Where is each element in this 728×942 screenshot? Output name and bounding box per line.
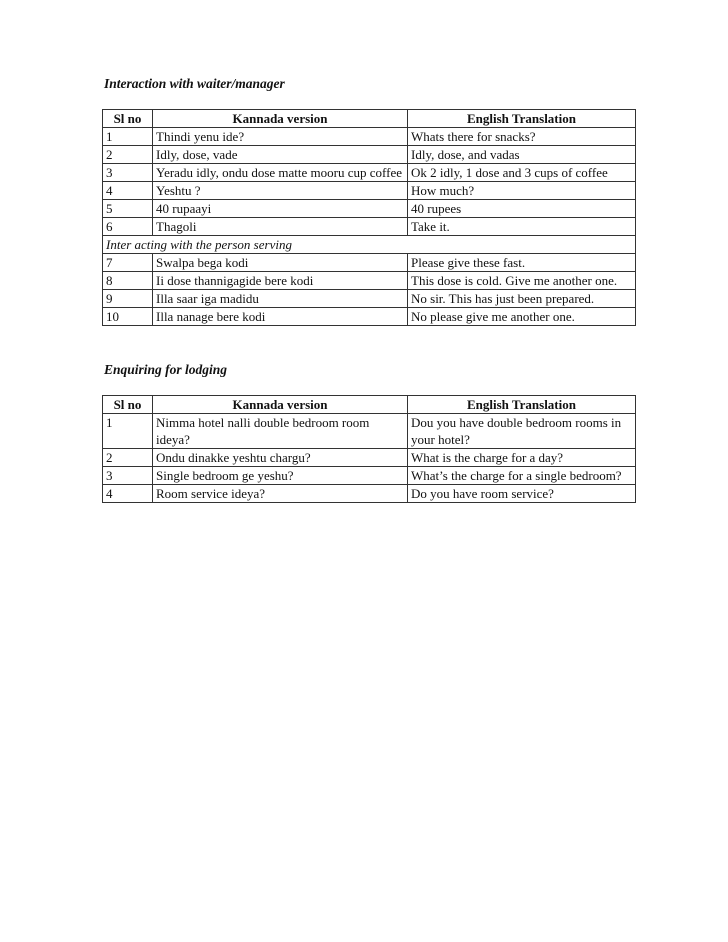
cell-sl-no: 1	[103, 128, 153, 146]
cell-kannada: Nimma hotel nalli double bedroom room ideya?	[153, 414, 408, 449]
cell-english: Ok 2 idly, 1 dose and 3 cups of coffee	[408, 164, 636, 182]
cell-sl-no: 2	[103, 146, 153, 164]
header-kannada: Kannada version	[153, 396, 408, 414]
section-heading-waiter: Interaction with waiter/manager	[104, 76, 285, 91]
table-row	[103, 485, 636, 503]
subheading-serving: Inter acting with the person serving	[103, 236, 636, 254]
cell-english: Whats there for snacks?	[408, 128, 636, 146]
cell-sl-no: 4	[103, 182, 153, 200]
table-row	[103, 414, 636, 449]
header-english: English Translation	[408, 396, 636, 414]
section-heading-lodging: Enquiring for lodging	[104, 362, 228, 377]
cell-sl-no: 5	[103, 200, 153, 218]
cell-kannada: Ondu dinakke yeshtu chargu?	[153, 449, 408, 467]
header-sl-no: Sl no	[103, 110, 153, 128]
table-header-row	[103, 396, 636, 414]
table-row	[103, 254, 636, 272]
cell-sl-no: 8	[103, 272, 153, 290]
cell-sl-no: 10	[103, 308, 153, 326]
table-row	[103, 467, 636, 485]
cell-english: 40 rupees	[408, 200, 636, 218]
cell-sl-no: 6	[103, 218, 153, 236]
cell-kannada: Idly, dose, vade	[153, 146, 408, 164]
table-waiter	[102, 109, 636, 326]
table-row	[103, 218, 636, 236]
table-lodging	[102, 395, 636, 503]
cell-kannada: Illa saar iga madidu	[153, 290, 408, 308]
table-row	[103, 290, 636, 308]
table-row	[103, 146, 636, 164]
table-row	[103, 272, 636, 290]
cell-sl-no: 1	[103, 414, 153, 449]
cell-kannada: 40 rupaayi	[153, 200, 408, 218]
cell-kannada: Ii dose thannigagide bere kodi	[153, 272, 408, 290]
table-row	[103, 449, 636, 467]
cell-english: Please give these fast.	[408, 254, 636, 272]
cell-english: Idly, dose, and vadas	[408, 146, 636, 164]
cell-sl-no: 4	[103, 485, 153, 503]
cell-english: Do you have room service?	[408, 485, 636, 503]
table-header-row	[103, 110, 636, 128]
table-row	[103, 182, 636, 200]
cell-sl-no: 9	[103, 290, 153, 308]
cell-kannada: Illa nanage bere kodi	[153, 308, 408, 326]
cell-sl-no: 3	[103, 467, 153, 485]
table-row	[103, 200, 636, 218]
cell-english: No sir. This has just been prepared.	[408, 290, 636, 308]
cell-english: Take it.	[408, 218, 636, 236]
cell-english: What’s the charge for a single bedroom?	[408, 467, 636, 485]
header-sl-no: Sl no	[103, 396, 153, 414]
cell-kannada: Swalpa bega kodi	[153, 254, 408, 272]
cell-english: No please give me another one.	[408, 308, 636, 326]
cell-kannada: Yeradu idly, ondu dose matte mooru cup coffee	[153, 164, 408, 182]
table-row	[103, 128, 636, 146]
cell-sl-no: 7	[103, 254, 153, 272]
header-english: English Translation	[408, 110, 636, 128]
table-row	[103, 308, 636, 326]
cell-english: Dou you have double bedroom rooms in your hotel?	[408, 414, 636, 449]
cell-kannada: Yeshtu ?	[153, 182, 408, 200]
cell-kannada: Room service ideya?	[153, 485, 408, 503]
header-kannada: Kannada version	[153, 110, 408, 128]
cell-kannada: Thagoli	[153, 218, 408, 236]
cell-sl-no: 3	[103, 164, 153, 182]
cell-sl-no: 2	[103, 449, 153, 467]
cell-english: How much?	[408, 182, 636, 200]
cell-english: This dose is cold. Give me another one.	[408, 272, 636, 290]
cell-kannada: Thindi yenu ide?	[153, 128, 408, 146]
cell-kannada: Single bedroom ge yeshu?	[153, 467, 408, 485]
table-subheading-row	[103, 236, 636, 254]
cell-english: What is the charge for a day?	[408, 449, 636, 467]
table-row	[103, 164, 636, 182]
